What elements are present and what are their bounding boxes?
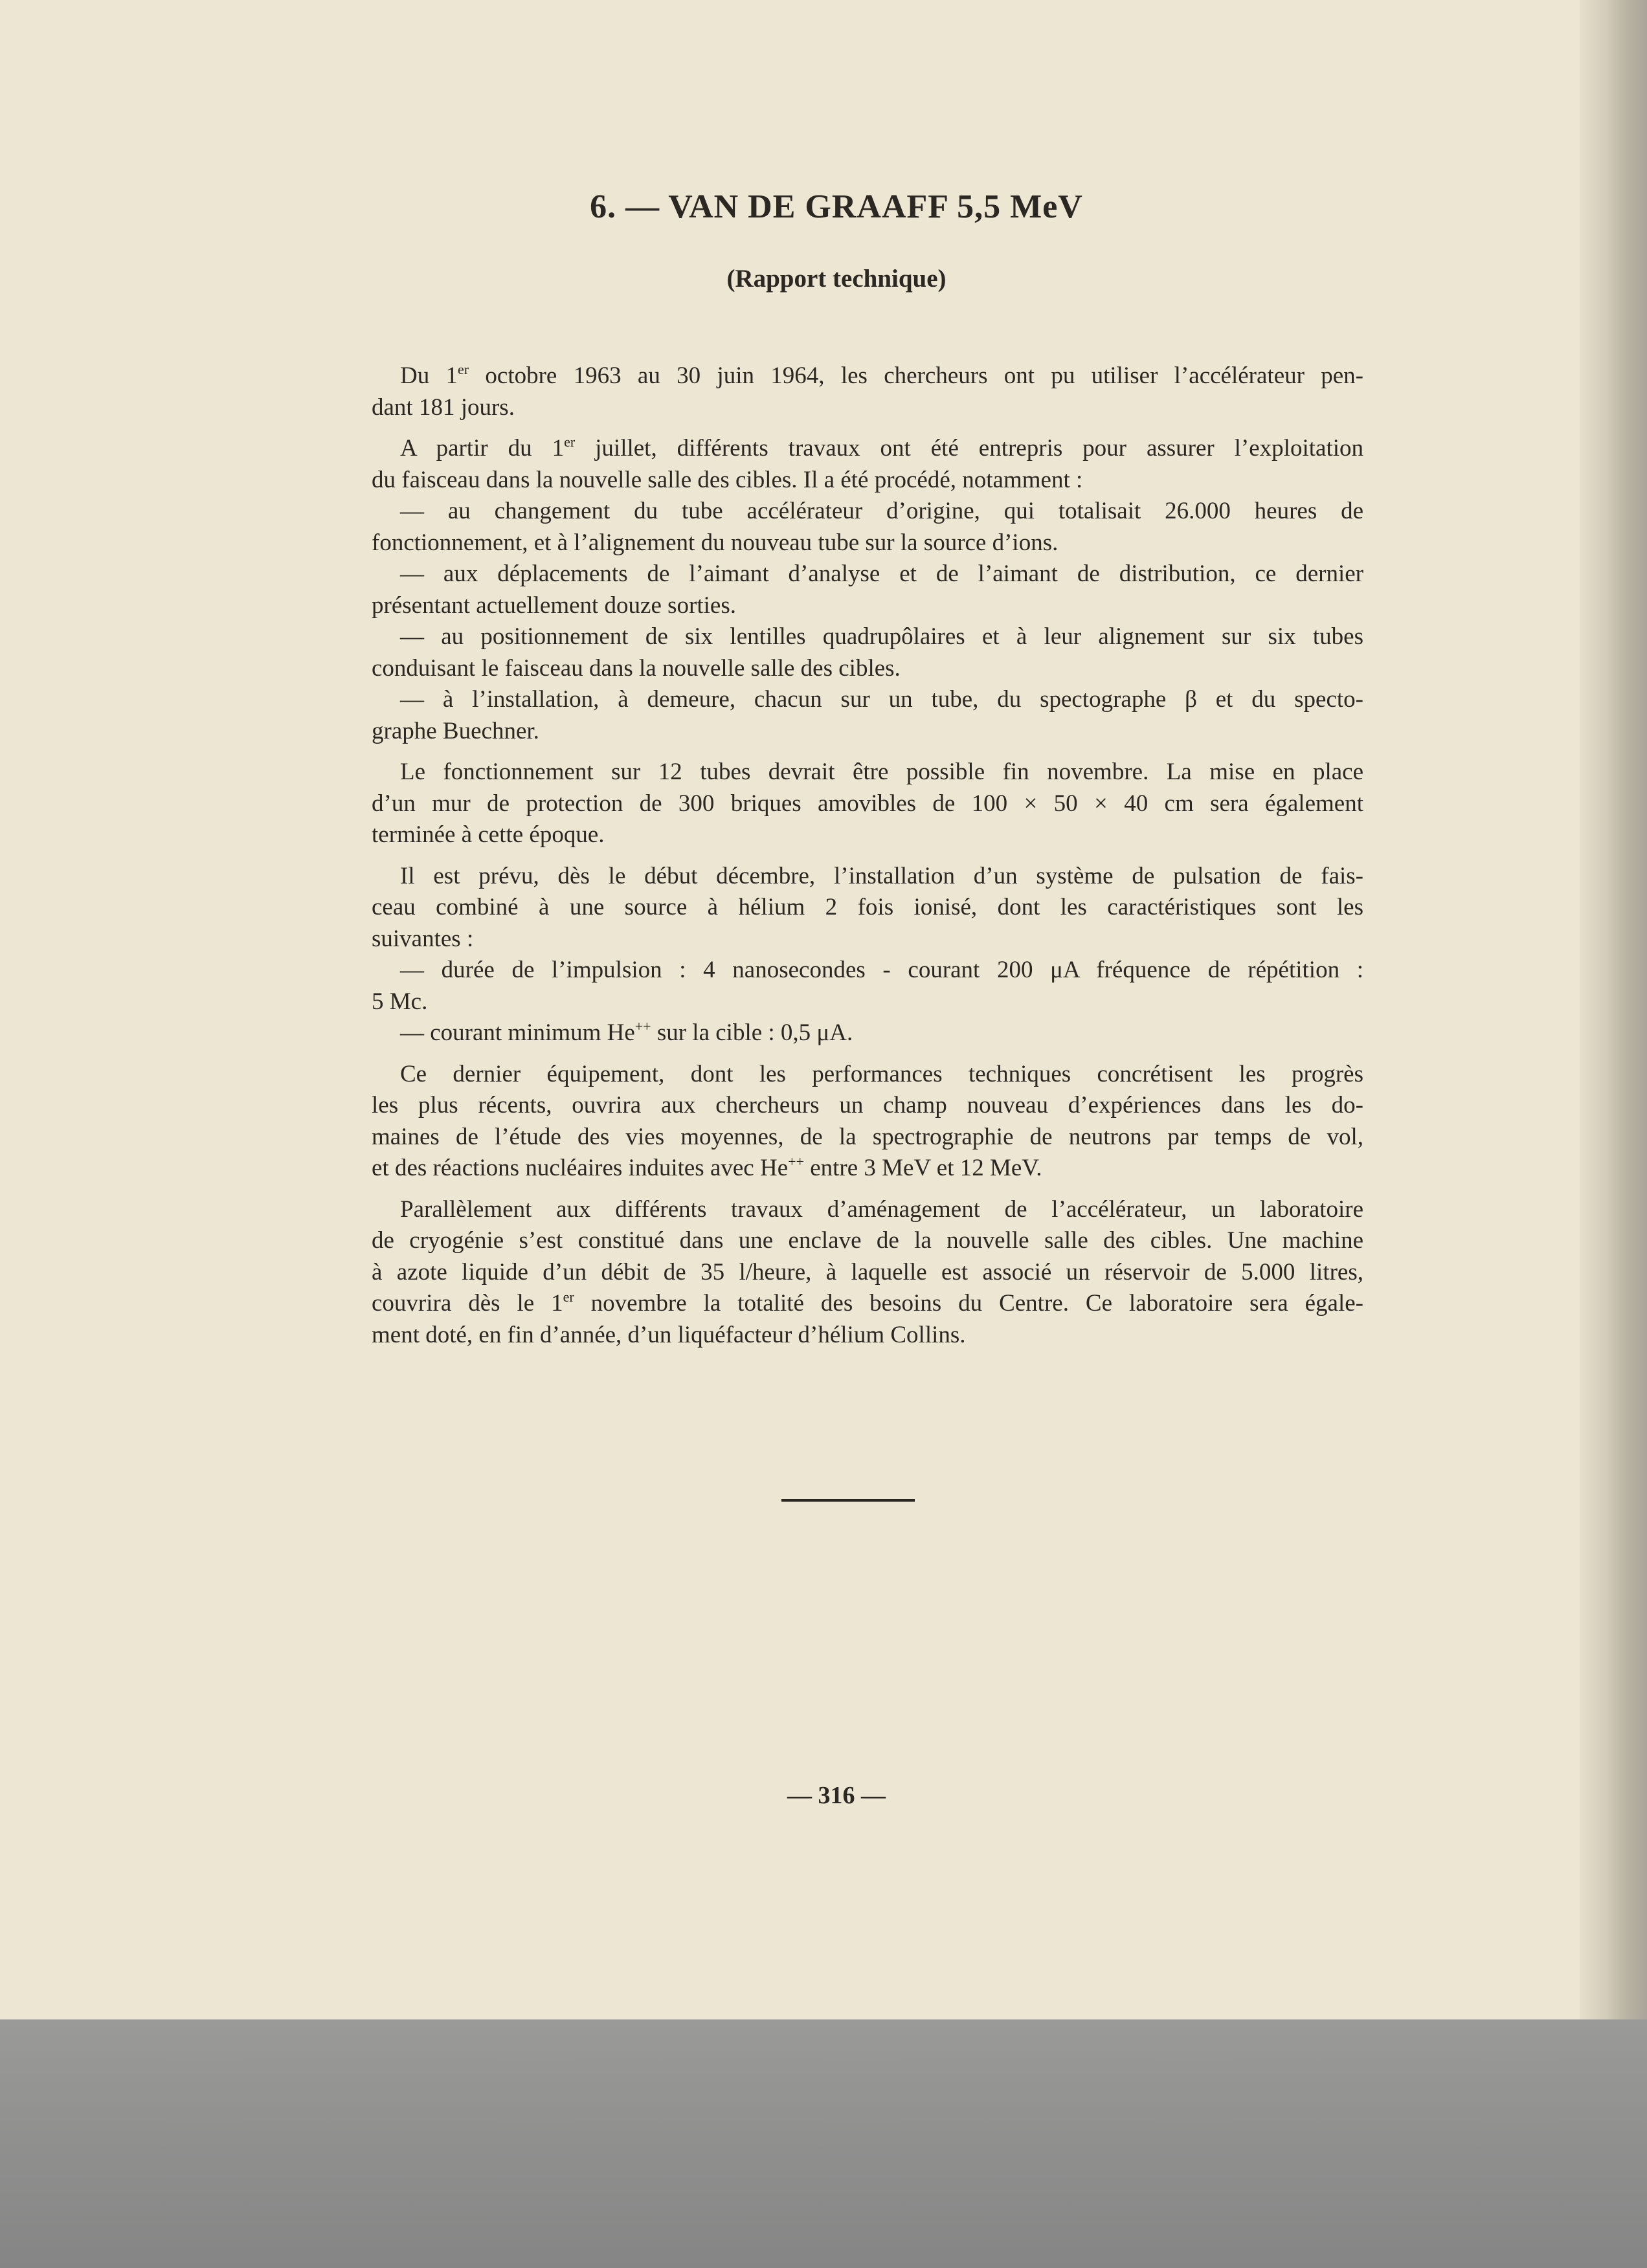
paragraph	[372, 433, 1363, 747]
text-line	[372, 465, 1363, 496]
text-run: graphe Buechner.	[372, 717, 539, 744]
page-number	[0, 1781, 1647, 1810]
text-line	[372, 986, 1363, 1018]
section-subtitle-text: (Rapport technique)	[726, 265, 947, 293]
text-line	[372, 361, 1363, 392]
text-run: maines de l’étude des vies moyennes, de la spectrographie de neutrons par temps de vol,	[372, 1123, 1363, 1150]
text-run: présentant actuellement douze sorties.	[372, 592, 737, 619]
paragraph	[372, 361, 1363, 423]
text-run: suivantes :	[372, 925, 474, 952]
paragraph-gap	[372, 423, 1363, 433]
scanner-background	[0, 2019, 1647, 2268]
text-run: fonctionnement, et à l’alignement du nouveau tube sur la source d’ions.	[372, 529, 1059, 556]
text-run: — à l’installation, à demeure, chacun sur un tube, du spectographe β et du specto-	[400, 686, 1363, 713]
text-line	[372, 861, 1363, 893]
text-line	[372, 1194, 1363, 1226]
text-run: Il est prévu, dès le début décembre, l’installation d’un système de pulsation de fais-	[400, 862, 1363, 889]
text-line	[372, 955, 1363, 986]
text-line	[372, 590, 1363, 622]
text-line	[372, 1017, 1363, 1049]
text-line	[372, 684, 1363, 716]
text-line	[372, 392, 1363, 424]
text-line	[372, 757, 1363, 788]
section-title	[0, 188, 1647, 226]
text-line	[372, 496, 1363, 528]
paragraph-gap	[372, 1049, 1363, 1059]
text-run: terminée à cette époque.	[372, 821, 605, 848]
text-line	[372, 1257, 1363, 1289]
page-edge-shadow	[1580, 0, 1647, 2019]
page-number-text: — 316 —	[787, 1782, 886, 1809]
text-run: entre 3 MeV et 12 MeV.	[803, 1155, 1042, 1181]
section-subtitle	[0, 264, 1647, 293]
text-run: — aux déplacements de l’aimant d’analyse et de l’aimant de distribution, ce dernier	[400, 561, 1363, 587]
superscript: ++	[634, 1018, 651, 1034]
paragraph	[372, 757, 1363, 851]
text-run: d’un mur de protection de 300 briques amovibles de 100 × 50 × 40 cm sera également	[372, 790, 1363, 817]
text-run: ceau combiné à une source à hélium 2 fois ionisé, dont les caractéristiques sont les	[372, 894, 1363, 920]
text-run: Ce dernier équipement, dont les performances techniques concrétisent les progrès	[400, 1060, 1363, 1087]
text-run: de cryogénie s’est constitué dans une enclave de la nouvelle salle des cibles. Une machine	[372, 1227, 1363, 1254]
paragraph	[372, 861, 1363, 1049]
text-run: Du 1	[400, 362, 458, 389]
text-run: les plus récents, ouvrira aux chercheurs un champ nouveau d’expériences dans les do-	[372, 1092, 1363, 1118]
text-line	[372, 1153, 1363, 1184]
text-run: — au changement du tube accélérateur d’origine, qui totalisait 26.000 heures de	[400, 498, 1363, 524]
text-run: du faisceau dans la nouvelle salle des cibles. Il a été procédé, notamment :	[372, 466, 1083, 493]
text-line	[372, 1288, 1363, 1320]
paragraph	[372, 1059, 1363, 1184]
text-run: conduisant le faisceau dans la nouvelle salle des cibles.	[372, 654, 901, 682]
text-run: juillet, différents travaux ont été entrepris pour assurer l’exploitation	[575, 435, 1363, 461]
text-line	[372, 924, 1363, 955]
text-line	[372, 1059, 1363, 1091]
text-run: octobre 1963 au 30 juin 1964, les chercheurs ont pu utiliser l’accélérateur pen-	[469, 362, 1363, 389]
text-run: ment doté, en fin d’année, d’un liquéfacteur d’hélium Collins.	[372, 1321, 966, 1348]
text-line	[372, 892, 1363, 924]
text-run: novembre la totalité des besoins du Centre. Ce laboratoire sera égale-	[574, 1290, 1364, 1317]
text-line	[372, 1122, 1363, 1153]
superscript: ++	[788, 1153, 804, 1170]
text-line	[372, 1090, 1363, 1122]
text-run: Parallèlement aux différents travaux d’aménagement de l’accélérateur, un laboratoire	[400, 1195, 1363, 1223]
text-run: A partir du 1	[400, 435, 565, 461]
text-run: — courant minimum He	[400, 1019, 635, 1046]
text-line	[372, 1320, 1363, 1351]
paragraph-gap	[372, 747, 1363, 757]
paragraph-gap	[372, 851, 1363, 861]
text-run: couvrira dès le 1	[372, 1290, 563, 1317]
text-run: Le fonctionnement sur 12 tubes devrait être possible fin novembre. La mise en place	[400, 759, 1363, 785]
section-end-rule	[781, 1499, 915, 1502]
superscript: er	[458, 361, 469, 377]
superscript: er	[563, 1289, 574, 1305]
text-line	[372, 1225, 1363, 1257]
text-run: et des réactions nucléaires induites avec He	[372, 1155, 789, 1181]
superscript: er	[564, 434, 576, 450]
body-text	[372, 361, 1363, 1351]
text-line	[372, 788, 1363, 820]
text-run: sur la cible : 0,5 μA.	[651, 1019, 853, 1046]
text-run: — durée de l’impulsion : 4 nanosecondes - courant 200 μA fréquence de répétition :	[400, 957, 1363, 983]
text-line	[372, 653, 1363, 685]
text-run: à azote liquide d’un débit de 35 l/heure, à laquelle est associé un réservoir de 5.000 litres,	[372, 1258, 1363, 1285]
text-line	[372, 433, 1363, 465]
text-line	[372, 528, 1363, 559]
text-line	[372, 819, 1363, 851]
text-line	[372, 716, 1363, 748]
text-line	[372, 559, 1363, 590]
paragraph-gap	[372, 1184, 1363, 1194]
text-line	[372, 621, 1363, 653]
text-run: 5 Mc.	[372, 988, 428, 1015]
paragraph	[372, 1194, 1363, 1351]
section-title-text: 6. — VAN DE GRAAFF 5,5 MeV	[590, 188, 1083, 225]
text-run: — au positionnement de six lentilles quadrupôlaires et à leur alignement sur six tubes	[400, 623, 1363, 650]
text-run: dant 181 jours.	[372, 394, 515, 421]
